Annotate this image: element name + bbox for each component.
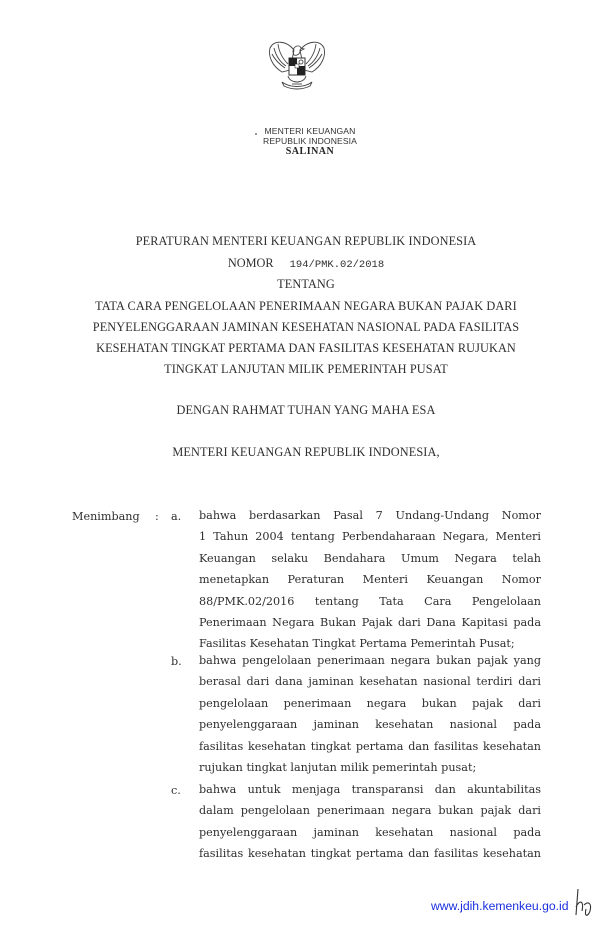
item-b-line: berasal dari dana jaminan kesehatan nasional terdiri dari <box>199 675 541 689</box>
item-a-line: 88/PMK.02/2016 tentang Tata Cara Pengelolaan <box>199 594 541 608</box>
letterhead-line2: REPUBLIK INDONESIA <box>263 136 357 146</box>
subject-line-3: KESEHATAN TINGKAT PERTAMA DAN FASILITAS KESEHATAN RUJUKAN <box>96 341 516 355</box>
item-a-line: Fasilitas Kesehatan Tingkat Pertama Pemerintah Pusat; <box>199 637 515 651</box>
item-c-text <box>199 779 541 865</box>
issuer: MENTERI KEUANGAN REPUBLIK INDONESIA, <box>172 445 440 459</box>
salinan-stamp: SALINAN <box>285 146 335 157</box>
item-a-line: menetapkan Peraturan Menteri Keuangan Nomor <box>199 573 541 587</box>
item-a-text <box>199 505 541 655</box>
item-c-line: bahwa untuk menjaga transparansi dan akuntabilitas <box>199 783 541 796</box>
menimbang-colon: : <box>155 510 159 523</box>
item-a-letter: a. <box>171 510 182 523</box>
tentang-label: TENTANG <box>277 277 335 291</box>
item-b-line: penyelenggaraan jaminan kesehatan nasional pada <box>199 718 541 732</box>
letterhead-line1: MENTERI KEUANGAN <box>264 126 356 136</box>
regulation-number <box>0 256 612 271</box>
item-b-letter: b. <box>171 655 182 668</box>
item-c-line: penyelenggaraan jaminan kesehatan nasional pada <box>199 825 541 839</box>
nomor-label: NOMOR <box>227 256 274 270</box>
item-c-line: fasilitas kesehatan tingkat pertama dan fasilitas kesehatan <box>199 847 541 861</box>
menimbang-label: Menimbang <box>72 510 140 523</box>
item-c-line: dalam pengelolaan penerimaan negara bukan pajak dari <box>199 804 541 818</box>
garuda-emblem-icon <box>266 36 328 94</box>
item-a-line: 1 Tahun 2004 tentang Perbendaharaan Negara, Menteri <box>199 530 541 544</box>
letterhead <box>240 126 380 146</box>
item-c-letter: c. <box>171 784 181 797</box>
item-b-line: bahwa pengelolaan penerimaan negara bukan pajak yang <box>199 654 541 667</box>
item-b-line: fasilitas kesehatan tingkat pertama dan fasilitas kesehatan <box>199 739 541 753</box>
item-b-line: pengelolaan penerimaan negara bukan pajak dari <box>199 696 541 710</box>
item-a-line: bahwa berdasarkan Pasal 7 Undang-Undang Nomor <box>199 509 541 522</box>
item-b-line: rujukan tingkat lanjutan milik pemerintah pusat; <box>199 761 477 775</box>
item-a-line: Keuangan selaku Bendahara Umum Negara telah <box>199 551 541 565</box>
initial-signature-icon <box>572 887 596 921</box>
item-a-line: Penerimaan Negara Bukan Pajak dari Dana Kapitasi pada <box>199 616 541 630</box>
regulation-title: PERATURAN MENTERI KEUANGAN REPUBLIK INDONESIA <box>135 234 477 248</box>
subject-line-4: TINGKAT LANJUTAN MILIK PEMERINTAH PUSAT <box>164 362 448 376</box>
subject-line-2: PENYELENGGARAAN JAMINAN KESEHATAN NASIONAL PADA FASILITAS <box>92 320 520 334</box>
nomor-value: 194/PMK.02/2018 <box>289 259 385 271</box>
item-b-text <box>199 650 541 778</box>
subject-line-1: TATA CARA PENGELOLAAN PENERIMAAN NEGARA BUKAN PAJAK DARI <box>95 299 517 313</box>
invocation: DENGAN RAHMAT TUHAN YANG MAHA ESA <box>176 403 436 417</box>
jdih-website-link[interactable]: www.jdih.kemenkeu.go.id <box>431 899 569 913</box>
